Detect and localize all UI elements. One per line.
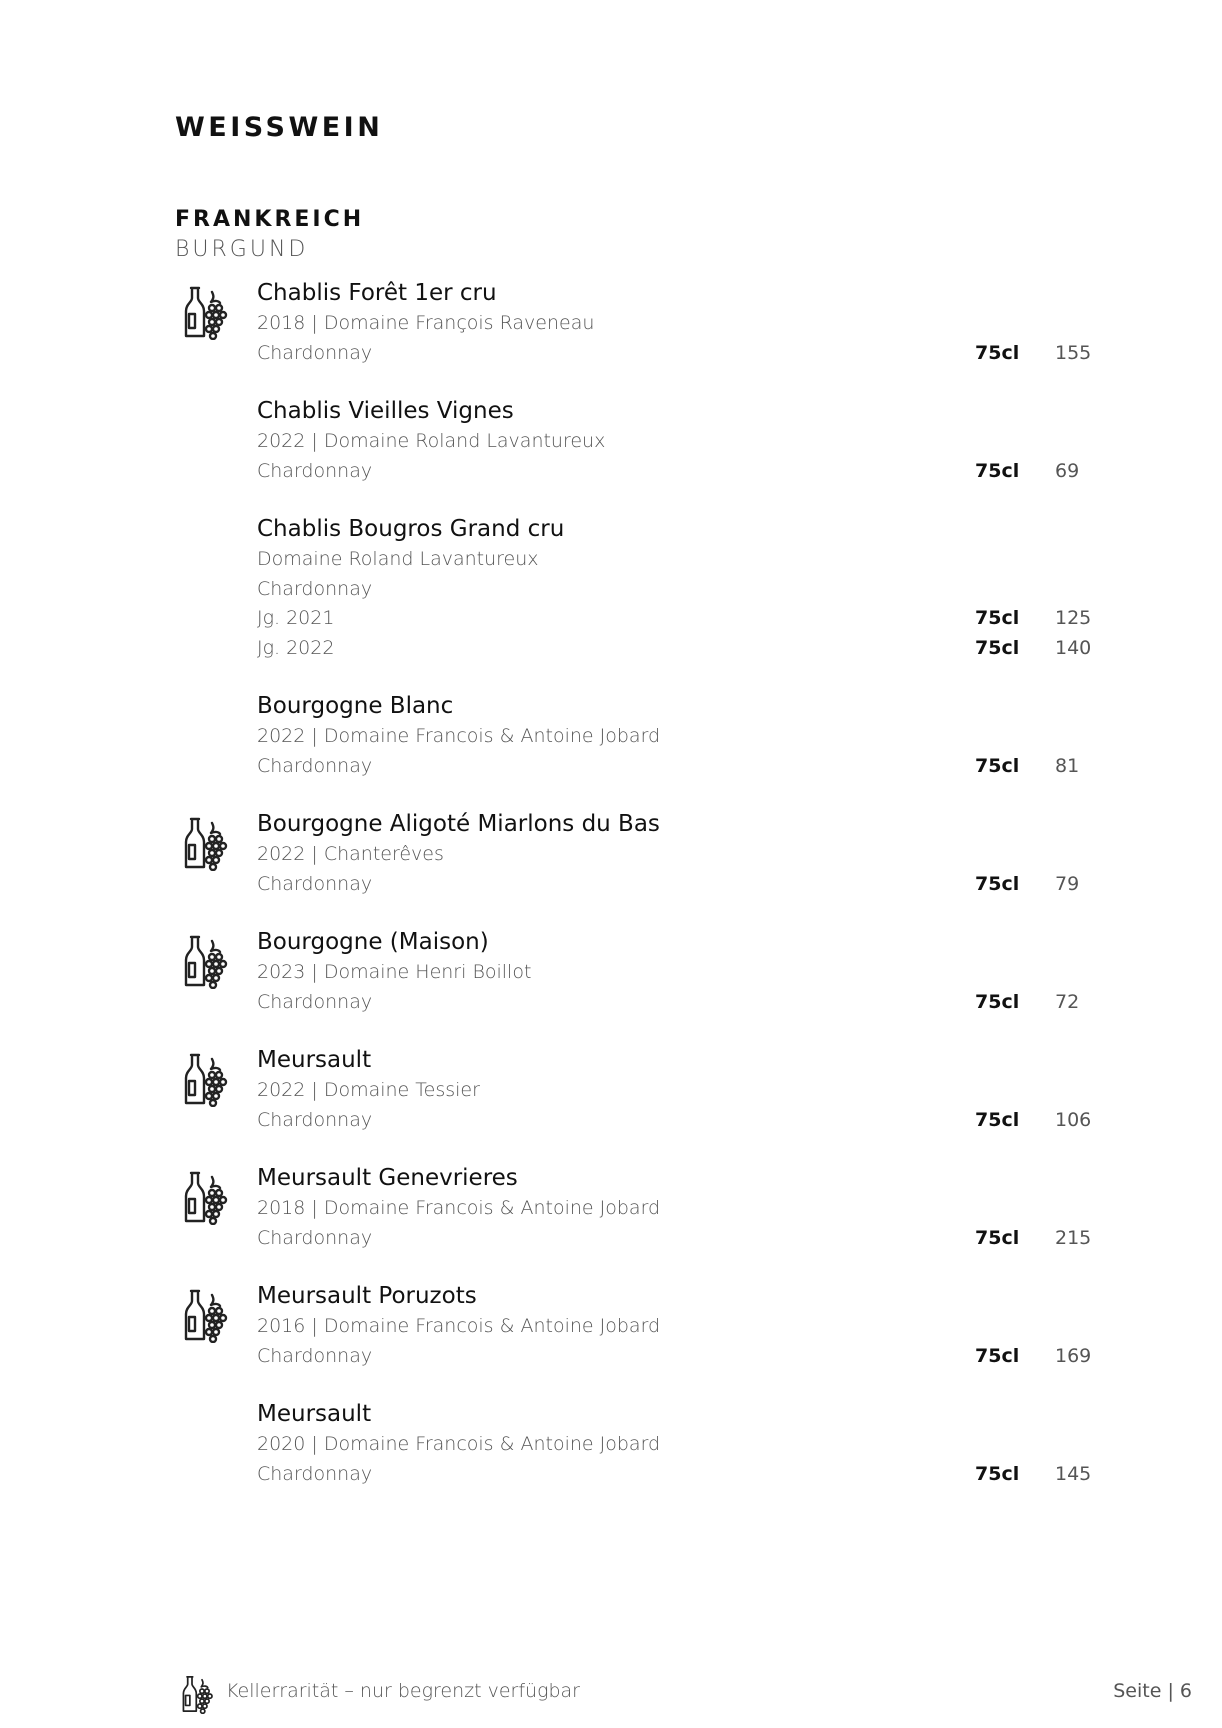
wine-detail: Chardonnay: [257, 1462, 373, 1485]
bottle-size: 75cl: [975, 990, 1020, 1013]
wine-detail: Jg. 2022: [257, 636, 335, 659]
wine-detail: Chardonnay: [257, 1226, 373, 1249]
bottle-size: 75cl: [975, 341, 1020, 364]
wine-detail: 2022 | Domaine Roland Lavantureux: [257, 430, 606, 452]
bottle-size: 75cl: [975, 1226, 1020, 1249]
bottle-size: 75cl: [975, 1462, 1020, 1485]
wine-name: Bourgogne Aligoté Miarlons du Bas: [257, 811, 660, 837]
wine-detail: 2020 | Domaine Francois & Antoine Jobard: [257, 1433, 661, 1455]
wine-price: 155: [1055, 341, 1092, 364]
wine-price: 69: [1055, 459, 1080, 482]
wine-name: Bourgogne Blanc: [257, 693, 454, 719]
wine-price: 79: [1055, 872, 1080, 895]
wine-detail: 2018 | Domaine Francois & Antoine Jobard: [257, 1197, 661, 1219]
page-title: WEISSWEIN: [175, 112, 384, 143]
wine-bottle-grapes-icon: [182, 1051, 228, 1107]
wine-detail: Chardonnay: [257, 459, 373, 482]
wine-price: 215: [1055, 1226, 1092, 1249]
bottle-size: 75cl: [975, 1344, 1020, 1367]
wine-name: Chablis Vieilles Vignes: [257, 398, 514, 424]
wine-detail: 2022 | Chanterêves: [257, 843, 444, 865]
region-heading: BURGUND: [175, 237, 309, 262]
bottle-size: 75cl: [975, 607, 1020, 629]
wine-detail: 2022 | Domaine Tessier: [257, 1079, 480, 1101]
wine-detail: Chardonnay: [257, 754, 373, 777]
wine-name: Meursault Genevrieres: [257, 1165, 518, 1191]
wine-bottle-grapes-icon: [182, 284, 228, 340]
wine-price: 145: [1055, 1462, 1092, 1485]
country-heading: FRANKREICH: [175, 207, 365, 232]
wine-detail: 2016 | Domaine Francois & Antoine Jobard: [257, 1315, 661, 1337]
wine-detail: Chardonnay: [257, 341, 373, 364]
page-number: Seite | 6: [1113, 1680, 1192, 1702]
wine-detail: Chardonnay: [257, 990, 373, 1013]
wine-bottle-grapes-icon: [182, 933, 228, 989]
wine-name: Chablis Bougros Grand cru: [257, 516, 565, 542]
wine-price: 169: [1055, 1344, 1092, 1367]
wine-name: Chablis Forêt 1er cru: [257, 280, 497, 306]
wine-price: 125: [1055, 607, 1092, 629]
wine-name: Meursault Poruzots: [257, 1283, 477, 1309]
wine-name: Bourgogne (Maison): [257, 929, 489, 955]
wine-bottle-grapes-icon: [180, 1674, 214, 1714]
wine-bottle-grapes-icon: [182, 1287, 228, 1343]
bottle-size: 75cl: [975, 636, 1020, 659]
wine-bottle-grapes-icon: [182, 815, 228, 871]
wine-name: Meursault: [257, 1401, 372, 1427]
wine-detail: Domaine Roland Lavantureux: [257, 548, 539, 570]
wine-price: 72: [1055, 990, 1080, 1013]
wine-detail: Jg. 2021: [257, 607, 335, 629]
wine-detail: Chardonnay: [257, 872, 373, 895]
wine-price: 106: [1055, 1108, 1092, 1131]
bottle-size: 75cl: [975, 872, 1020, 895]
bottle-size: 75cl: [975, 459, 1020, 482]
wine-price: 140: [1055, 636, 1092, 659]
wine-price: 81: [1055, 754, 1080, 777]
wine-detail: 2018 | Domaine François Raveneau: [257, 312, 595, 334]
wine-bottle-grapes-icon: [182, 1169, 228, 1225]
wine-detail: 2023 | Domaine Henri Boillot: [257, 961, 532, 983]
wine-detail: Chardonnay: [257, 1344, 373, 1367]
wine-detail: Chardonnay: [257, 1108, 373, 1131]
bottle-size: 75cl: [975, 754, 1020, 777]
wine-detail: Chardonnay: [257, 577, 373, 600]
footer-legend: Kellerrarität – nur begrenzt verfügbar: [226, 1680, 580, 1702]
bottle-size: 75cl: [975, 1108, 1020, 1131]
wine-detail: 2022 | Domaine Francois & Antoine Jobard: [257, 725, 661, 747]
wine-name: Meursault: [257, 1047, 372, 1073]
